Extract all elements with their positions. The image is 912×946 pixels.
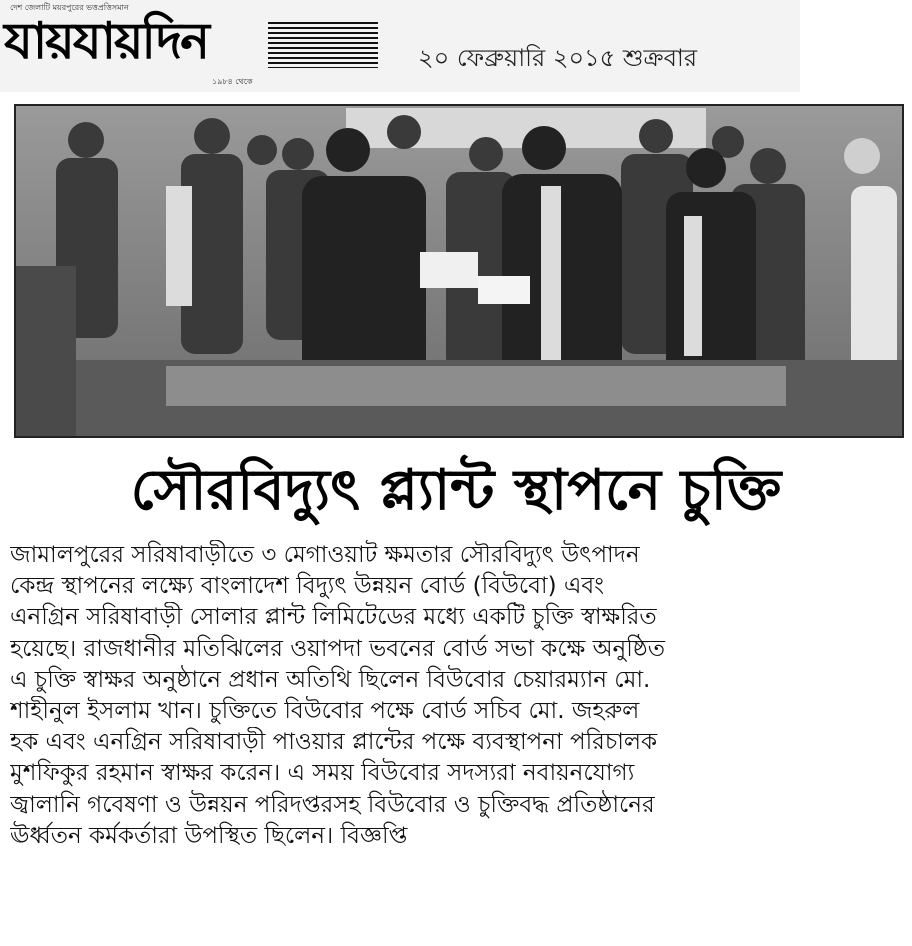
publication-date: ২০ ফেব্রুয়ারি ২০১৫ শুক্রবার bbox=[418, 44, 698, 72]
article-line: হক এবং এনগ্রিন সরিষাবাড়ী পাওয়ার প্লান্টের পক্ষে ব্যবস্থাপনা পরিচালক bbox=[10, 729, 658, 756]
article-line: জামালপুরের সরিষাবাড়ীতে ৩ মেগাওয়াট ক্ষমতার সৌরবিদ্যুৎ উৎপাদন bbox=[10, 542, 640, 568]
article-body bbox=[10, 540, 904, 852]
article-line: এনগ্রিন সরিষাবাড়ী সোলার প্লান্ট লিমিটেডের মধ্যে একটি চুক্তি স্বাক্ষরিত bbox=[10, 604, 657, 631]
article-line: শাহীনুল ইসলাম খান। চুক্তিতে বিউবোর পক্ষে বোর্ড সচিব মো. জহরুল bbox=[10, 697, 640, 724]
article-line: মুশফিকুর রহমান স্বাক্ষর করেন। এ সময় বিউবোর সদস্যরা নবায়নযোগ্য bbox=[10, 760, 635, 787]
logo-stripes-decoration bbox=[268, 22, 378, 68]
article-line: ঊর্ধ্বতন কর্মকর্তারা উপস্থিত ছিলেন। বিজ্ঞপ্তি bbox=[10, 822, 408, 849]
article-line: জ্বালানি গবেষণা ও উন্নয়ন পরিদপ্তরসহ বিউবোর ও চুক্তিবদ্ধ প্রতিষ্ঠানের bbox=[10, 791, 655, 818]
photo-image-icon bbox=[16, 106, 902, 436]
article-line: এ চুক্তি স্বাক্ষর অনুষ্ঠানে প্রধান অতিথি ছিলেন বিউবোর চেয়ারম্যান মো. bbox=[10, 666, 651, 693]
article-line: কেন্দ্র স্থাপনের লক্ষ্যে বাংলাদেশ বিদ্যুৎ উন্নয়ন বোর্ড (বিউবো) এবং bbox=[10, 573, 605, 600]
newspaper-masthead bbox=[0, 0, 800, 92]
article-headline: সৌরবিদ্যুৎ প্ল্যান্ট স্থাপনে চুক্তি bbox=[130, 458, 782, 523]
masthead-tagline: দেশ জেলাটি ময়রপুরের ভত্তপ্রত্তিসমান bbox=[10, 3, 129, 12]
masthead-since: ১৯৮৪ থেকে bbox=[212, 77, 253, 86]
news-photo bbox=[14, 104, 904, 438]
article-line: হয়েছে। রাজধানীর মতিঝিলের ওয়াপদা ভবনের বোর্ড সভা কক্ষে অনুষ্ঠিত bbox=[10, 635, 666, 662]
newspaper-logo: যায়যায়দিন bbox=[4, 12, 208, 70]
